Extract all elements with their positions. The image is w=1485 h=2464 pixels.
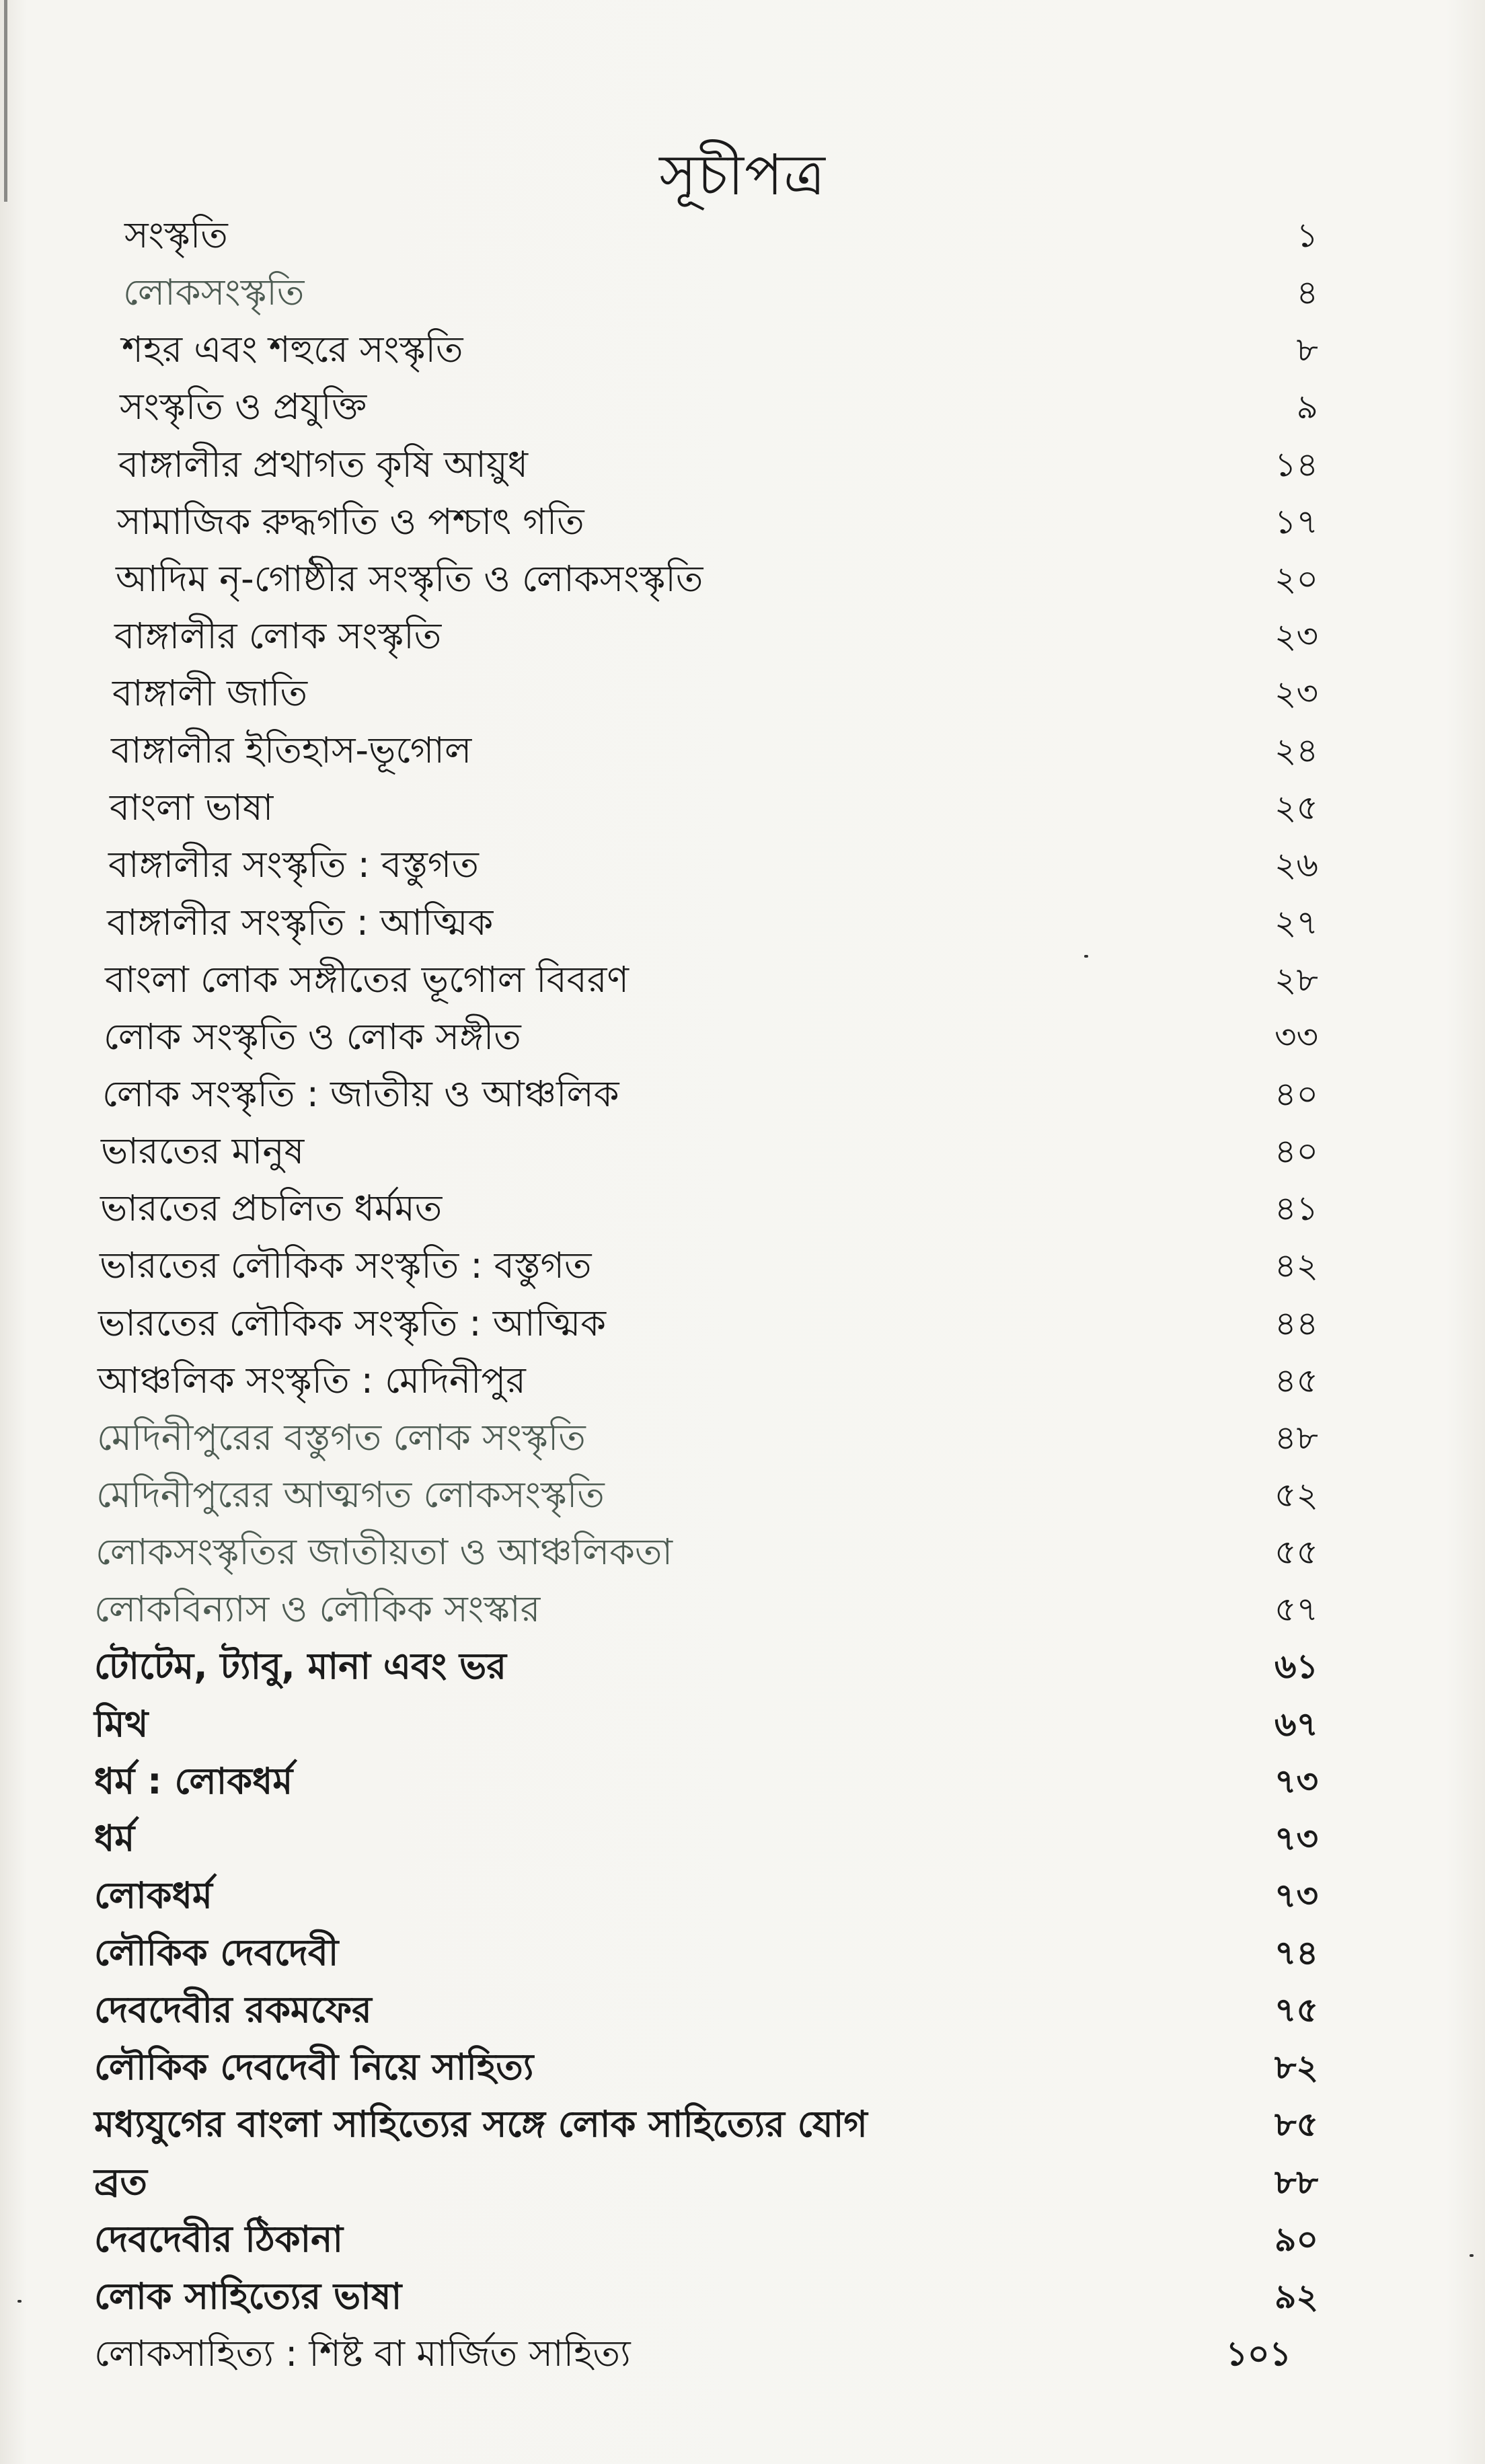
toc-entry-label: ভারতের মানুষ xyxy=(101,1130,305,1172)
toc-entry xyxy=(123,266,1345,319)
toc-entry xyxy=(98,1297,1345,1350)
toc-entry-label: লোকসংস্কৃতি xyxy=(123,271,305,313)
toc-entry-page: ৪২ xyxy=(1274,1246,1318,1285)
toc-entry-page: ২৬ xyxy=(1274,845,1318,884)
print-speck xyxy=(17,2300,22,2303)
toc-entry xyxy=(94,2155,1345,2209)
toc-entry-label: মিথ xyxy=(94,1703,149,1745)
toc-entry-label: লোক সংস্কৃতি : জাতীয় ও আঞ্চলিক xyxy=(102,1073,619,1115)
toc-entry-label: মধ্যযুগের বাংলা সাহিত্যের সঙ্গে লোক সাহিত্যের যোগ xyxy=(94,2103,868,2145)
toc-entry xyxy=(94,2212,1345,2266)
toc-entry-page: ১৭ xyxy=(1274,502,1318,541)
toc-entry xyxy=(105,953,1345,1007)
toc-entry-label: লোক সাহিত্যের ভাষা xyxy=(94,2275,402,2317)
toc-entry-label: সংস্কৃতি xyxy=(124,214,228,256)
toc-entry xyxy=(94,2327,1345,2381)
toc-entry-page: ১৪ xyxy=(1274,445,1318,484)
toc-entry xyxy=(104,1010,1345,1064)
toc-entry xyxy=(102,1067,1345,1121)
toc-entry xyxy=(122,323,1345,377)
toc-entry xyxy=(120,380,1345,434)
toc-entry-label: বাঙ্গালীর সংস্কৃতি : আত্মিক xyxy=(107,901,494,944)
toc-entry xyxy=(96,1468,1345,1522)
toc-entry-label: দেবদেবীর রকমফের xyxy=(94,1989,372,2031)
toc-entry xyxy=(94,1697,1345,1751)
toc-entry-page: ২৩ xyxy=(1274,674,1318,713)
toc-entry-page: ৫৭ xyxy=(1274,1590,1318,1629)
toc-entry xyxy=(98,1354,1345,1408)
toc-entry xyxy=(94,1983,1345,2037)
toc-entry-label: সামাজিক রুদ্ধগতি ও পশ্চাৎ গতি xyxy=(117,500,584,543)
toc-entry xyxy=(100,1182,1345,1235)
toc-entry-label: ব্রত xyxy=(94,2161,147,2203)
toc-entry-page: ৪০ xyxy=(1274,1075,1318,1114)
toc-entry-label: লোকসাহিত্য : শিষ্ট বা মার্জিত সাহিত্য xyxy=(94,2332,631,2375)
toc-entry-page: ২৮ xyxy=(1274,960,1318,999)
toc-entry-page: ৫৫ xyxy=(1274,1533,1318,1572)
toc-entry xyxy=(108,838,1345,892)
toc-entry-page: ৮২ xyxy=(1274,2048,1318,2087)
toc-entry-label: লৌকিক দেবদেবী নিয়ে সাহিত্য xyxy=(94,2046,534,2088)
toc-entry-page: ২৩ xyxy=(1274,617,1318,656)
toc-entry-label: মেদিনীপুরের আত্মগত লোকসংস্কৃতি xyxy=(96,1473,605,1516)
toc-entry-page: ৪৮ xyxy=(1274,1418,1318,1457)
toc-entry xyxy=(100,1239,1345,1293)
toc-entry xyxy=(110,781,1345,835)
toc-entry-label: বাংলা লোক সঙ্গীতের ভূগোল বিবরণ xyxy=(105,958,630,1001)
toc-entry-page: ৭৫ xyxy=(1274,1991,1318,2030)
toc-entry xyxy=(118,438,1345,492)
toc-entry-label: লোকসংস্কৃতির জাতীয়তা ও আঞ্চলিকতা xyxy=(96,1531,673,1573)
toc-entry-label: বাঙ্গালীর ইতিহাস-ভূগোল xyxy=(111,729,472,771)
toc-entry-page: ৮৫ xyxy=(1274,2105,1318,2144)
toc-entry-page: ১ xyxy=(1296,216,1318,255)
toc-entry-label: দেবদেবীর ঠিকানা xyxy=(94,2218,344,2260)
toc-entry-label: বাঙ্গালী জাতি xyxy=(112,672,307,714)
toc-entry-page: ৭৪ xyxy=(1274,1933,1318,1972)
toc-entry-page: ২৫ xyxy=(1274,788,1318,827)
toc-entry-page: ৯২ xyxy=(1274,2277,1318,2316)
toc-entry xyxy=(107,896,1345,950)
toc-entry-label: ভারতের লৌকিক সংস্কৃতি : আত্মিক xyxy=(98,1302,607,1344)
toc-entry xyxy=(97,1411,1345,1465)
toc-entry-page: ৪০ xyxy=(1274,1132,1318,1171)
toc-entry xyxy=(112,666,1345,720)
toc-entry xyxy=(124,208,1345,262)
toc-entry-label: ভারতের প্রচলিত ধর্মমত xyxy=(100,1187,443,1229)
toc-entry xyxy=(94,1926,1345,1980)
toc-entry-page: ২৭ xyxy=(1274,903,1318,942)
toc-entry xyxy=(94,1812,1345,1865)
toc-entry-page: ২০ xyxy=(1274,560,1318,599)
toc-entry-label: লোকধর্ম xyxy=(94,1874,213,1917)
toc-entry-label: লোক সংস্কৃতি ও লোক সঙ্গীত xyxy=(104,1015,521,1058)
toc-entry-page: ৯০ xyxy=(1274,2220,1318,2259)
toc-entry-page: ৮ xyxy=(1296,330,1318,369)
toc-entry-page: ৭৩ xyxy=(1274,1876,1318,1915)
toc-entry-page: ৩৩ xyxy=(1274,1017,1318,1056)
toc-entry-label: বাঙ্গালীর সংস্কৃতি : বস্তুগত xyxy=(108,843,479,886)
print-speck xyxy=(1084,955,1088,958)
toc-entry-label: বাঙ্গালীর প্রথাগত কৃষি আয়ুধ xyxy=(118,443,528,486)
toc-entry-page: ৫২ xyxy=(1274,1475,1318,1514)
toc-entry xyxy=(94,2270,1345,2323)
page-title: সূচীপত্র xyxy=(659,142,826,208)
toc-entry-page: ৬১ xyxy=(1274,1647,1318,1686)
toc-entry-page: ২৪ xyxy=(1274,731,1318,770)
toc-entry xyxy=(116,552,1345,606)
toc-entry-label: সংস্কৃতি ও প্রযুক্তি xyxy=(120,385,367,428)
toc-entry xyxy=(94,1869,1345,1923)
toc-entry-label: টোটেম, ট্যাবু, মানা এবং ভর xyxy=(94,1645,506,1687)
toc-entry xyxy=(117,495,1345,549)
toc-entry xyxy=(94,2040,1345,2094)
toc-entry-label: লোকবিন্যাস ও লৌকিক সংস্কার xyxy=(94,1588,541,1630)
toc-entry xyxy=(114,609,1345,663)
toc-entry-label: ধর্ম xyxy=(94,1817,135,1859)
toc-entry-page: ৪ xyxy=(1296,273,1318,312)
print-speck xyxy=(1470,2254,1474,2257)
toc-entry-label: মেদিনীপুরের বস্তুগত লোক সংস্কৃতি xyxy=(97,1416,586,1459)
toc-entry-label: শহর এবং শহুরে সংস্কৃতি xyxy=(122,328,463,371)
toc-entry-page: ৮৮ xyxy=(1274,2163,1318,2202)
toc-entry-label: আঞ্চলিক সংস্কৃতি : মেদিনীপুর xyxy=(98,1359,526,1401)
toc-entry-page: ৪১ xyxy=(1274,1189,1318,1228)
toc-entry xyxy=(94,1640,1345,1693)
toc-entry-label: আদিম নৃ-গোষ্ঠীর সংস্কৃতি ও লোকসংস্কৃতি xyxy=(116,557,703,600)
toc-entry-page: ৭৩ xyxy=(1274,1819,1318,1858)
toc-entry-page: ৬৭ xyxy=(1274,1705,1318,1744)
toc-entry-page: ৯ xyxy=(1296,387,1318,426)
toc-entry xyxy=(94,2097,1345,2151)
toc-entry-page: ৭৩ xyxy=(1274,1762,1318,1801)
toc-entry-label: বাঙ্গালীর লোক সংস্কৃতি xyxy=(114,615,442,657)
toc-entry-page: ১০১ xyxy=(1225,2334,1291,2373)
toc-entry xyxy=(101,1124,1345,1178)
toc-entry-label: বাংলা ভাষা xyxy=(110,786,274,829)
toc-entry-label: লৌকিক দেবদেবী xyxy=(94,1931,339,1974)
toc-entry xyxy=(94,1582,1345,1636)
toc-entry-page: ৪৪ xyxy=(1274,1304,1318,1343)
toc-entry-label: ভারতের লৌকিক সংস্কৃতি : বস্তুগত xyxy=(100,1244,592,1286)
toc-entry xyxy=(111,724,1345,777)
toc-entry xyxy=(96,1525,1345,1579)
toc-entry xyxy=(94,1755,1345,1808)
toc-entry-page: ৪৫ xyxy=(1274,1361,1318,1400)
toc-entry-label: ধর্ম : লোকধর্ম xyxy=(94,1760,293,1802)
